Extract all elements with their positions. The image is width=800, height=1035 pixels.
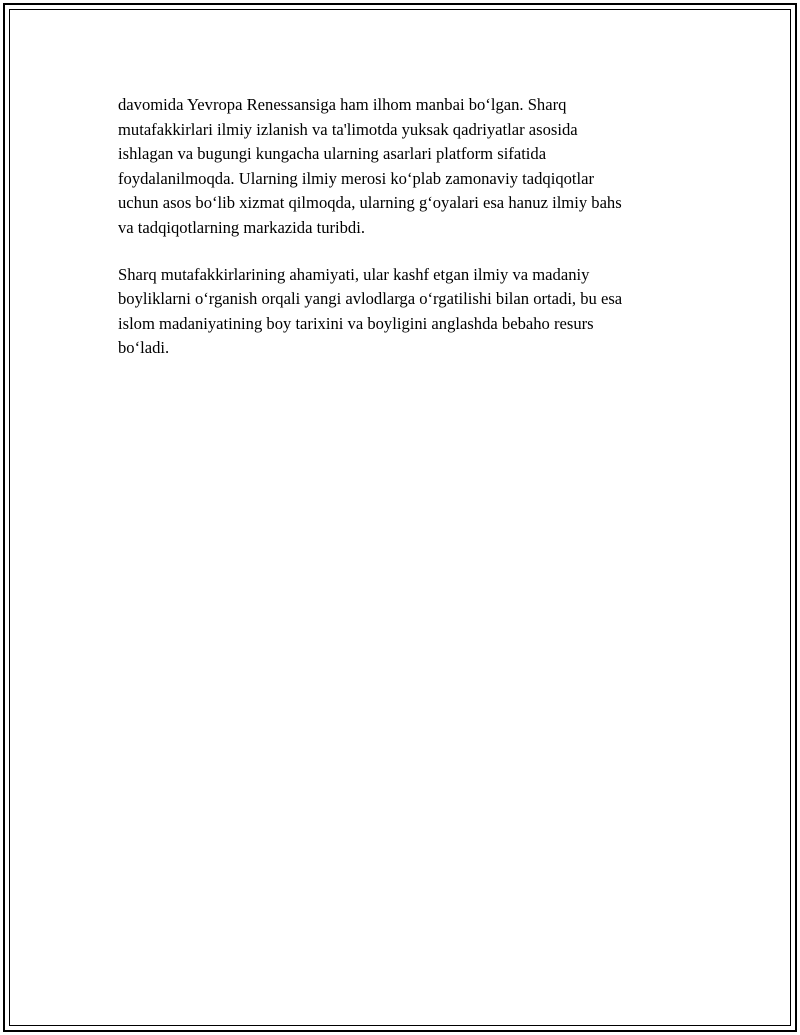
text-line: va tadqiqotlarning markazida turibdi. [118,217,365,237]
text-line: uchun asos bo‘lib xizmat qilmoqda, ularning g‘oyalari esa hanuz ilmiy bahs [118,193,622,213]
document-body [118,93,698,361]
text-line: boyliklarni o‘rganish orqali yangi avlodlarga o‘rgatilishi bilan ortadi, bu esa [118,289,623,309]
text-line: foydalanilmoqda. Ularning ilmiy merosi ko‘plab zamonaviy tadqiqotlar [118,168,595,188]
text-line: islom madaniyatining boy tarixini va boyligini anglashda bebaho resurs [118,313,594,333]
text-line: bo‘ladi. [118,338,170,358]
text-line: mutafakkirlari ilmiy izlanish va ta'limotda yuksak qadriyatlar asosida [118,119,578,139]
text-line: Sharq mutafakkirlarining ahamiyati, ular kashf etgan ilmiy va madaniy [118,264,590,284]
paragraph-1 [118,93,698,241]
text-line: ishlagan va bugungi kungacha ularning asarlari platform sifatida [118,144,547,164]
text-line: davomida Yevropa Renessansiga ham ilhom manbai bo‘lgan. Sharq [118,95,567,114]
paragraph-2 [118,263,698,361]
